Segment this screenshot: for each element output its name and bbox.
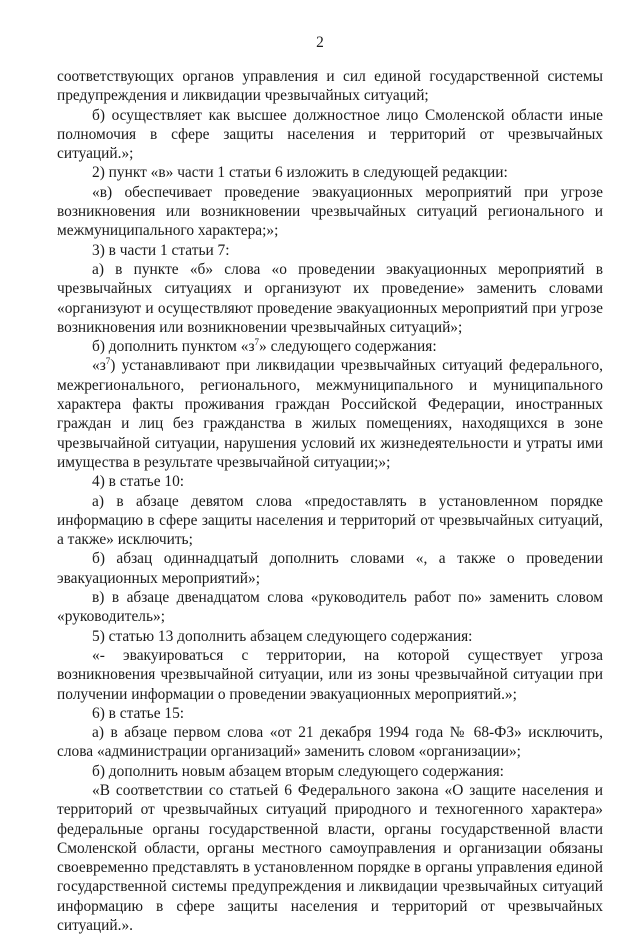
superscript-index: 7 [254, 337, 260, 348]
paragraph: «В соответствии со статьей 6 Федерального закона «О защите населения и территорий от чрезвычайных ситуаций природного и техногенного характера» федеральные органы государственной власти, органы государственной власти Смоленской области, органы местного самоуправления и организации обязаны своевременно представлять в установленном порядке в органы управления единой государственной системы предупреждения и ликвидации чрезвычайных ситуаций информацию в сфере защиты населения и территорий от чрезвычайных ситуаций.». [57, 781, 603, 935]
paragraph: 4) в статье 10: [92, 473, 185, 491]
paragraph: б) осуществляет как высшее должностное лицо Смоленской области иные полномочия в сфере защиты населения и территорий от чрезвычайных ситуаций.»; [57, 106, 603, 163]
paragraph: «- эвакуироваться с территории, на которой существует угроза возникновения чрезвычайной ситуации, или из зоны чрезвычайной ситуации при получении информации о проведении эвакуационных мероприятий.»; [57, 646, 603, 703]
paragraph: в) в абзаце двенадцатом слова «руководитель работ по» заменить словом «руководитель»; [57, 589, 603, 626]
paragraph: 5) статью 13 дополнить абзацем следующего содержания: [92, 627, 473, 645]
paragraph: 6) в статье 15: [92, 704, 185, 722]
paragraph: а) в абзаце девятом слова «предоставлять в установленном порядке информацию в сфере защиты населения и территорий от чрезвычайных ситуаций, а также» исключить; [57, 492, 603, 549]
paragraph: а) в пункте «б» слова «о проведении эвакуационных мероприятий в чрезвычайных ситуациях и организуют их проведение» заменить словами «организуют и осуществляют проведение эвакуационных мероприятий при угрозе возникновения или возникновении чрезвычайных ситуаций»; [57, 260, 603, 336]
page-number: 2 [316, 34, 324, 51]
document-body [57, 67, 603, 935]
paragraph: 2) пункт «в» части 1 статьи 6 изложить в следующей редакции: [92, 164, 508, 182]
paragraph: б) абзац одиннадцатый дополнить словами «, а также о проведении эвакуационных мероприятий»; [57, 550, 603, 587]
paragraph-text: б) дополнить пунктом «з [92, 338, 255, 356]
paragraph: 3) в части 1 статьи 7: [92, 241, 230, 259]
paragraph: а) в абзаце первом слова «от 21 декабря 1994 года № 68-ФЗ» исключить, слова «администрации организаций» заменить словом «организации»; [57, 724, 603, 761]
paragraph-text: ) устанавливают при ликвидации чрезвычайных ситуаций федерального, межрегионального, регионального, межмуниципального и муниципального характера факты проживания граждан Российской Федерации, иностранных граждан и лиц без гражданства в жилых помещениях, находящихся в зоне чрезвычайной ситуации, нарушения условий их жизнедеятельности и утраты ими имущества в результате чрезвычайной ситуации;»; [57, 357, 603, 471]
paragraph [57, 337, 603, 356]
paragraph: соответствующих органов управления и сил единой государственной системы предупреждения и ликвидации чрезвычайных ситуаций; [57, 68, 603, 105]
paragraph [57, 356, 603, 472]
paragraph-text: «з [92, 357, 106, 375]
paragraph: «в) обеспечивает проведение эвакуационных мероприятий при угрозе возникновения или возникновении чрезвычайных ситуаций регионального и межмуниципального характера;»; [57, 183, 603, 240]
paragraph: б) дополнить новым абзацем вторым следующего содержания: [92, 762, 504, 780]
paragraph-text: » следующего содержания: [259, 338, 437, 356]
superscript-index: 7 [105, 356, 111, 367]
